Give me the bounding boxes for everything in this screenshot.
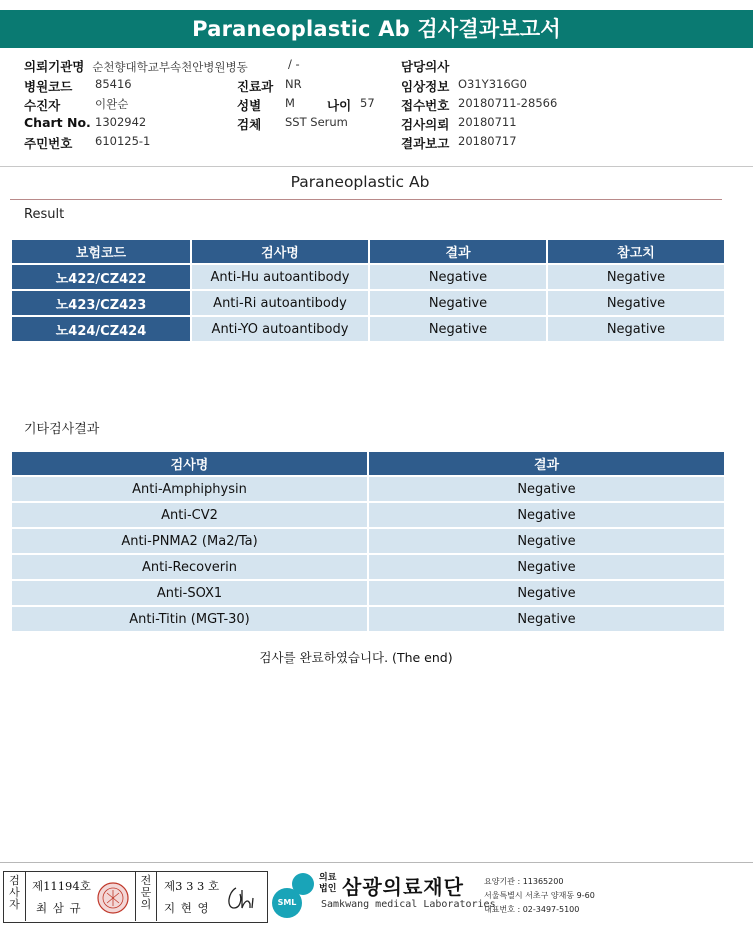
specimen-value: SST Serum bbox=[285, 115, 348, 129]
result-cell: Negative bbox=[369, 607, 724, 631]
examiner-vertical-label: 검사자 bbox=[4, 872, 26, 921]
org-name: 삼광의료재단 bbox=[342, 875, 464, 899]
table-row bbox=[12, 503, 724, 527]
signature-icon bbox=[222, 880, 262, 916]
test-name-cell: Anti-CV2 bbox=[12, 503, 367, 527]
reference-cell: Negative bbox=[548, 265, 724, 289]
ward-value: / - bbox=[288, 57, 300, 71]
insurance-code-cell: 노423/CZ423 bbox=[12, 291, 190, 315]
report-title: Paraneoplastic Ab 검사결과보고서 bbox=[0, 10, 753, 48]
specialist-vertical-label: 전문의 bbox=[135, 872, 157, 921]
age-label: 나이 bbox=[327, 98, 352, 113]
reference-cell: Negative bbox=[548, 291, 724, 315]
hospital-code-label: 병원코드 bbox=[24, 79, 73, 94]
patient-label: 수진자 bbox=[24, 98, 61, 113]
col-test-name: 검사명 bbox=[192, 240, 368, 263]
test-name-cell: Anti-Amphiphysin bbox=[12, 477, 367, 501]
hospital-code-value: 85416 bbox=[95, 77, 132, 91]
other-results-table bbox=[10, 450, 726, 633]
result-cell: Negative bbox=[370, 317, 546, 341]
chart-value: 1302942 bbox=[95, 115, 147, 129]
table-row bbox=[12, 477, 724, 501]
test-name-cell: Anti-YO autoantibody bbox=[192, 317, 368, 341]
table-row bbox=[12, 607, 724, 631]
insurance-code-cell: 노422/CZ422 bbox=[12, 265, 190, 289]
org-phone: 대표번호 : 02-3497-5100 bbox=[484, 905, 580, 914]
col-result: 결과 bbox=[370, 240, 546, 263]
receipt-label: 접수번호 bbox=[401, 98, 450, 113]
other-results-label: 기타검사결과 bbox=[24, 422, 100, 437]
result-cell: Negative bbox=[369, 581, 724, 605]
table-row bbox=[12, 317, 724, 341]
sex-label: 성별 bbox=[237, 98, 262, 113]
section-divider bbox=[10, 199, 722, 200]
clinical-value: O31Y316G0 bbox=[458, 77, 527, 91]
report-label: 결과보고 bbox=[401, 136, 450, 151]
col-result: 결과 bbox=[369, 452, 724, 475]
examiner-license: 제11194호 bbox=[32, 879, 91, 893]
institution-label: 의뢰기관명 bbox=[24, 59, 85, 74]
specimen-label: 검체 bbox=[237, 117, 262, 132]
org-english-name: Samkwang medical Laboratories bbox=[321, 899, 496, 910]
section-title: Paraneoplastic Ab bbox=[290, 173, 430, 191]
sml-logo-icon: SML bbox=[272, 888, 302, 918]
chart-label: Chart No. bbox=[24, 115, 91, 130]
test-name-cell: Anti-Ri autoantibody bbox=[192, 291, 368, 315]
result-cell: Negative bbox=[370, 291, 546, 315]
test-name-cell: Anti-Recoverin bbox=[12, 555, 367, 579]
col-reference: 참고치 bbox=[548, 240, 724, 263]
table-row bbox=[12, 291, 724, 315]
result-cell: Negative bbox=[369, 529, 724, 553]
report-value: 20180717 bbox=[458, 134, 517, 148]
sex-value: M bbox=[285, 96, 295, 110]
other-header-row bbox=[12, 452, 724, 475]
request-label: 검사의뢰 bbox=[401, 117, 450, 132]
result-header-row bbox=[12, 240, 724, 263]
org-address: 서울특별시 서초구 양재동 9-60 bbox=[484, 891, 595, 900]
end-message: 검사를 완료하였습니다. (The end) bbox=[259, 650, 453, 665]
result-cell: Negative bbox=[369, 503, 724, 527]
test-name-cell: Anti-Hu autoantibody bbox=[192, 265, 368, 289]
institution-row bbox=[24, 57, 248, 75]
insurance-code-cell: 노424/CZ424 bbox=[12, 317, 190, 341]
request-value: 20180711 bbox=[458, 115, 517, 129]
result-cell: Negative bbox=[369, 555, 724, 579]
specialist-license: 제3 3 3 호 bbox=[164, 879, 220, 893]
dept-value: NR bbox=[285, 77, 302, 91]
dept-label: 진료과 bbox=[237, 79, 274, 94]
doctor-label: 담당의사 bbox=[401, 59, 450, 74]
col-test-name: 검사명 bbox=[12, 452, 367, 475]
result-label: Result bbox=[24, 207, 65, 222]
clinical-label: 임상정보 bbox=[401, 79, 450, 94]
header-divider bbox=[0, 166, 753, 167]
examiner-name: 최 삼 규 bbox=[36, 901, 82, 915]
specialist-name: 지 현 영 bbox=[164, 901, 210, 915]
examiner-seal-icon bbox=[96, 880, 130, 916]
resident-value: 610125-1 bbox=[95, 134, 151, 148]
col-insurance-code: 보험코드 bbox=[12, 240, 190, 263]
test-name-cell: Anti-PNMA2 (Ma2/Ta) bbox=[12, 529, 367, 553]
org-type-label: 의료 법인 bbox=[319, 873, 337, 894]
result-cell: Negative bbox=[369, 477, 724, 501]
table-row bbox=[12, 555, 724, 579]
resident-label: 주민번호 bbox=[24, 136, 73, 151]
org-code: 요양기관 : 11365200 bbox=[484, 877, 564, 886]
test-name-cell: Anti-Titin (MGT-30) bbox=[12, 607, 367, 631]
patient-value: 이완순 bbox=[95, 97, 129, 111]
result-table bbox=[10, 238, 726, 343]
table-row bbox=[12, 265, 724, 289]
signature-box bbox=[3, 871, 268, 923]
age-value: 57 bbox=[360, 96, 375, 110]
table-row bbox=[12, 581, 724, 605]
result-cell: Negative bbox=[370, 265, 546, 289]
test-name-cell: Anti-SOX1 bbox=[12, 581, 367, 605]
footer-divider bbox=[0, 862, 753, 863]
table-row bbox=[12, 529, 724, 553]
receipt-value: 20180711-28566 bbox=[458, 96, 558, 110]
reference-cell: Negative bbox=[548, 317, 724, 341]
institution-value: 순천향대학교부속천안병원병동 bbox=[92, 60, 248, 74]
